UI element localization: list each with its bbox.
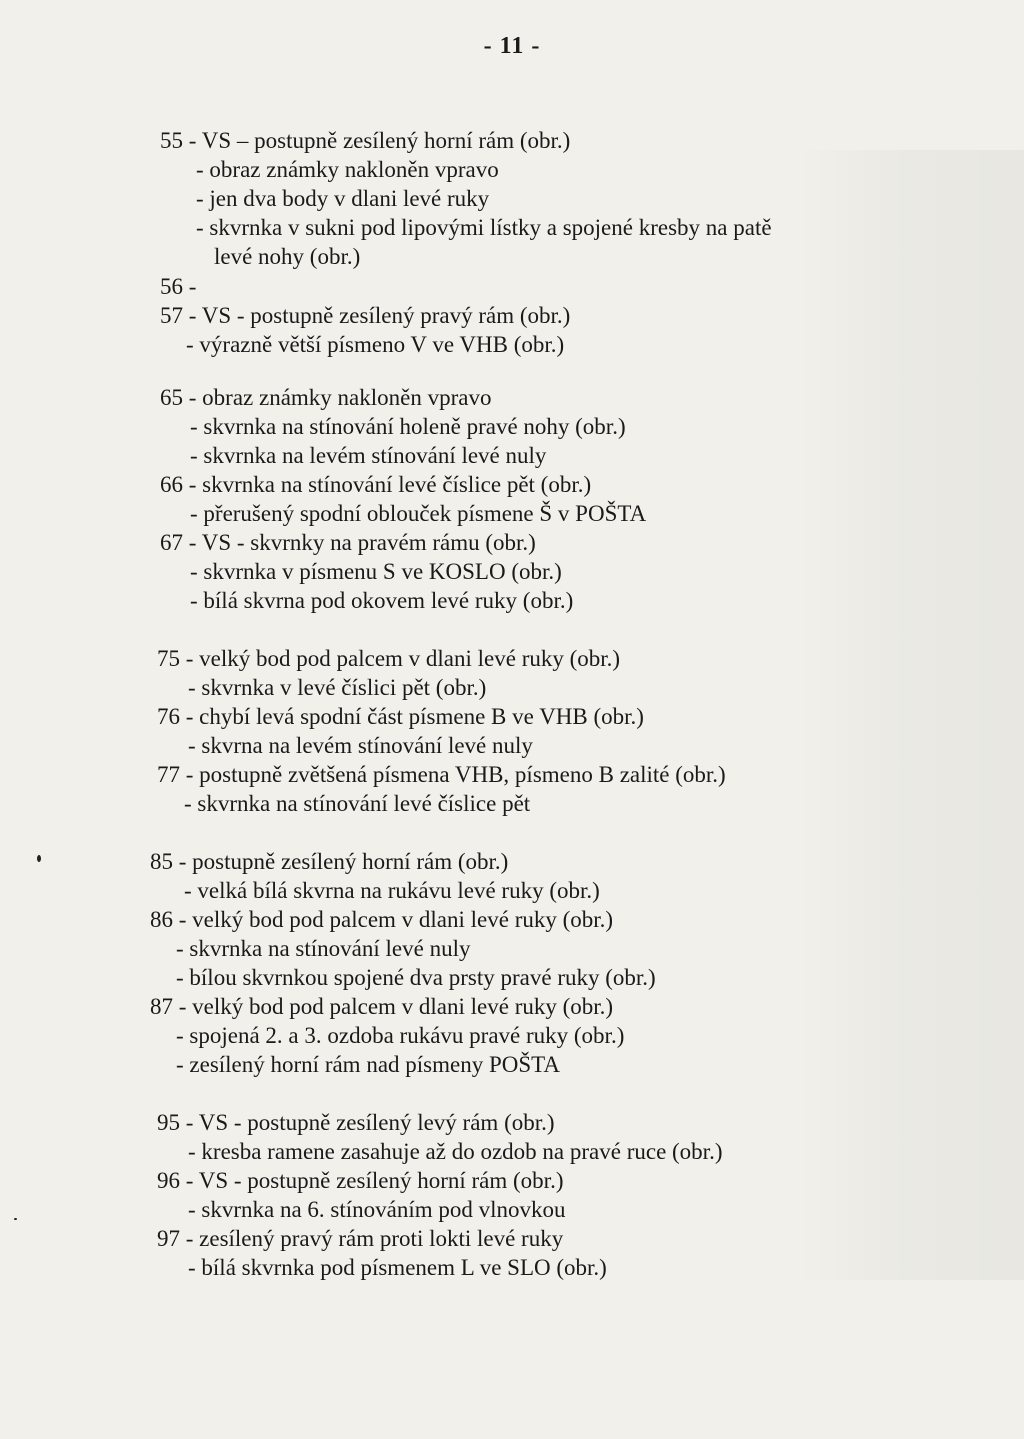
line-97: 97 - zesílený pravý rám proti lokti levé ruky [157,1226,564,1251]
line-67-b: - skvrnka v písmenu S ve KOSLO (obr.) [190,559,562,584]
line-75-b: - skvrnka v levé číslici pět (obr.) [188,675,487,700]
line-65-b: - skvrnka na stínování holeně pravé nohy (obr.) [190,414,626,439]
line-65: 65 - obraz známky nakloněn vpravo [160,385,492,410]
line-97-b: - bílá skvrnka pod písmenem L ve SLO (obr.) [188,1255,607,1280]
page-number: - 11 - [483,33,541,59]
line-67: 67 - VS - skvrnky na pravém rámu (obr.) [160,530,536,555]
scan-speck [14,1218,17,1220]
line-55-e: levé nohy (obr.) [214,244,361,269]
line-55-b: - obraz známky nakloněn vpravo [196,157,499,182]
line-55: 55 - VS – postupně zesílený horní rám (obr.) [160,128,571,153]
line-86-c: - bílou skvrnkou spojené dva prsty pravé ruky (obr.) [176,965,656,990]
scan-speck [37,855,41,862]
line-85-b: - velká bílá skvrna na rukávu levé ruky (obr.) [184,878,600,903]
line-95-b: - kresba ramene zasahuje až do ozdob na pravé ruce (obr.) [188,1139,723,1164]
line-57-b: - výrazně větší písmeno V ve VHB (obr.) [186,332,565,357]
line-86-b: - skvrnka na stínování levé nuly [176,936,471,961]
line-76-b: - skvrna na levém stínování levé nuly [188,733,533,758]
line-87-c: - zesílený horní rám nad písmeny POŠTA [176,1052,560,1077]
line-85: 85 - postupně zesílený horní rám (obr.) [150,849,509,874]
line-66-b: - přerušený spodní oblouček písmene Š v POŠTA [190,501,647,526]
line-65-c: - skvrnka na levém stínování levé nuly [190,443,547,468]
line-87: 87 - velký bod pod palcem v dlani levé ruky (obr.) [150,994,614,1019]
line-66: 66 - skvrnka na stínování levé číslice pět (obr.) [160,472,592,497]
line-57: 57 - VS - postupně zesílený pravý rám (obr.) [160,303,571,328]
line-56: 56 - [160,274,197,299]
line-77-b: - skvrnka na stínování levé číslice pět [184,791,531,816]
line-55-d: - skvrnka v sukni pod lipovými lístky a spojené kresby na patě [196,215,772,240]
line-55-c: - jen dva body v dlani levé ruky [196,186,490,211]
line-96: 96 - VS - postupně zesílený horní rám (obr.) [157,1168,564,1193]
line-95: 95 - VS - postupně zesílený levý rám (obr.) [157,1110,555,1135]
line-67-c: - bílá skvrna pod okovem levé ruky (obr.) [190,588,574,613]
line-86: 86 - velký bod pod palcem v dlani levé ruky (obr.) [150,907,614,932]
line-87-b: - spojená 2. a 3. ozdoba rukávu pravé ruky (obr.) [176,1023,625,1048]
line-96-b: - skvrnka na 6. stínováním pod vlnovkou [188,1197,566,1222]
line-75: 75 - velký bod pod palcem v dlani levé ruky (obr.) [157,646,621,671]
line-77: 77 - postupně zvětšená písmena VHB, písmeno B zalité (obr.) [157,762,726,787]
line-76: 76 - chybí levá spodní část písmene B ve VHB (obr.) [157,704,644,729]
bleed-through-shadow [800,150,1024,1280]
